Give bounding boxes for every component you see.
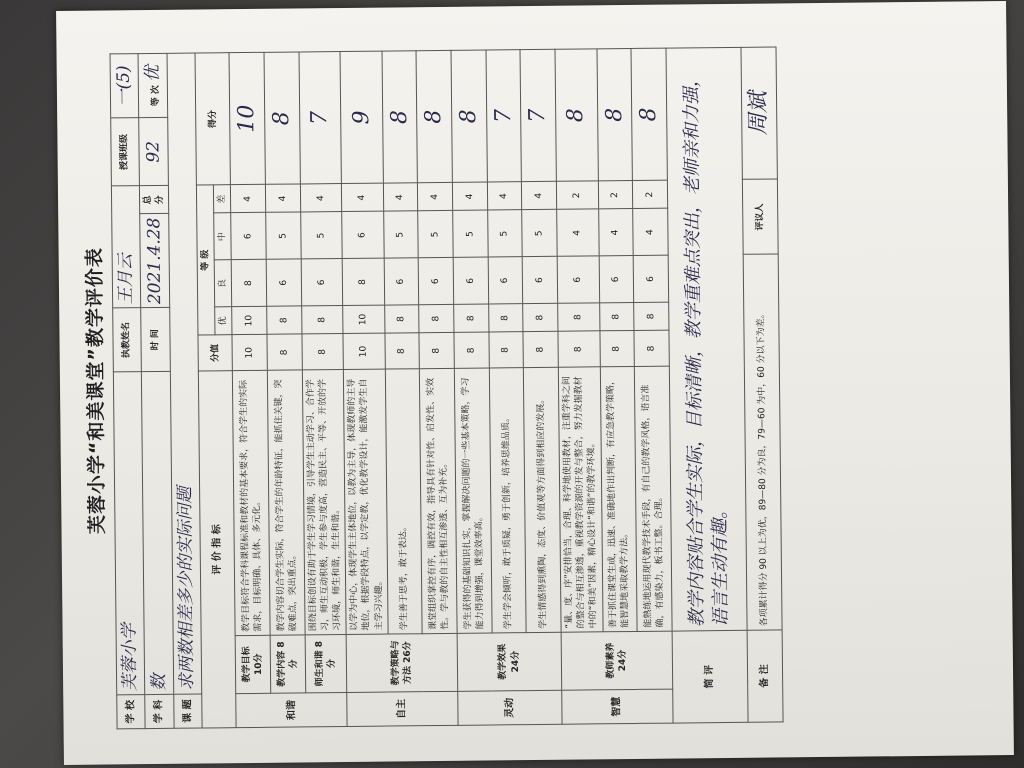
row-points: 8	[634, 330, 669, 366]
row-points: 8	[267, 334, 302, 370]
row-poor: 4	[266, 184, 301, 212]
row-good: 6	[301, 259, 343, 306]
row-poor: 4	[300, 184, 342, 212]
topic-value: 求两数相差多少的实际问题	[167, 53, 202, 694]
row-category: 教学目标 10分	[236, 635, 271, 693]
row-excellent: 8	[419, 304, 454, 332]
row-excellent: 8	[488, 304, 523, 332]
row-poor: 2	[556, 181, 598, 209]
row-criteria: 学生获得的基础知识扎实，掌握解决问题的一些基本策略，学习能力得到增强，课堂效率高。	[454, 368, 491, 633]
row-medium: 5	[522, 210, 557, 257]
class-value: 一(5)	[110, 54, 139, 119]
level-good: 良	[214, 260, 232, 307]
row-criteria: 教学目标符合学科课程标准和教材的基本要求，符合学生的实际需求，目标明确、具体、多元化。	[233, 371, 270, 636]
row-category: 教学内容 8分	[270, 635, 305, 693]
row-score: 9	[340, 51, 383, 184]
class-label: 授课班级	[111, 118, 140, 186]
school-value: 芙蓉小学	[113, 372, 144, 695]
row-excellent: 8	[301, 306, 343, 334]
evaluation-form-paper	[56, 1, 1014, 765]
row-poor: 4	[522, 182, 557, 210]
row-score: 7	[486, 50, 522, 183]
row-excellent: 8	[267, 306, 302, 334]
note-label: 备 注	[747, 630, 783, 723]
row-medium: 4	[598, 209, 633, 256]
row-criteria: 课堂组织掌控有序，调控有效，指导具有针对性、启发性、实效性。学与教的自主性相互渗透、互为补充。	[420, 369, 457, 634]
row-good: 6	[557, 256, 599, 303]
row-medium: 5	[418, 211, 453, 258]
row-points: 10	[343, 333, 385, 369]
row-medium: 4	[633, 209, 668, 256]
row-good: 6	[384, 258, 419, 305]
note-text: 各项累计得分 90 以上为优，89—80 分为良，79—60 为中，60 分以下为差。	[743, 254, 782, 630]
topic-label: 课 题	[174, 694, 202, 728]
row-category: 教学策略与方法 26分	[346, 633, 457, 692]
points-header: 分值	[198, 335, 233, 371]
row-category: 教师素养 24分	[561, 631, 672, 690]
row-medium: 4	[557, 209, 599, 256]
grade-label: 等 次	[150, 85, 161, 107]
level-excellent: 优	[215, 307, 232, 335]
row-criteria: 能熟练地运用现代教学技术手段，有自己的教学风格，语言准确，有感染力，板书工整。合理。	[635, 366, 672, 631]
grade-cell	[138, 53, 168, 118]
row-poor: 2	[633, 180, 668, 208]
row-poor: 4	[487, 182, 522, 210]
subject-value: 数	[141, 372, 174, 695]
row-points: 10	[232, 334, 267, 370]
row-excellent: 8	[558, 303, 600, 331]
row-excellent: 8	[634, 302, 669, 330]
row-points: 8	[599, 331, 634, 367]
row-good: 6	[488, 257, 523, 304]
comment-row	[666, 47, 748, 723]
row-score: 7	[299, 52, 342, 185]
row-medium: 5	[301, 212, 343, 259]
row-good: 6	[523, 257, 558, 304]
row-poor: 2	[598, 181, 633, 209]
row-medium: 5	[266, 212, 301, 259]
row-medium: 6	[231, 213, 266, 260]
score-header: 得分	[195, 53, 231, 186]
row-poor: 4	[231, 185, 266, 213]
criteria-header: 评 价 指 标	[199, 371, 237, 728]
row-criteria: 学生情感得到熏陶，态度、价值观等方面得到相应的发展。	[524, 368, 561, 633]
row-good: 8	[232, 260, 267, 307]
row-good: 8	[342, 258, 384, 305]
time-value: 2021.4.28	[140, 214, 170, 308]
row-score: 7	[520, 49, 556, 182]
table-row	[555, 49, 603, 724]
row-poor: 4	[452, 182, 487, 210]
row-criteria: 围绕目标创设有助于学生学习情境，引导学生主动学习、合作学习，师生互动积极，学生参与度高，营造民主、平等、开放的学习环境，师生和谐，生生和谐。	[302, 370, 346, 635]
row-points: 8	[489, 332, 524, 368]
row-good: 6	[599, 256, 634, 303]
row-excellent: 8	[384, 305, 419, 333]
row-points: 8	[454, 332, 489, 368]
row-medium: 5	[453, 210, 488, 257]
evaluation-table	[110, 46, 784, 729]
row-medium: 5	[487, 210, 522, 257]
note-row	[741, 47, 783, 722]
row-score: 10	[229, 52, 265, 185]
level-medium: 中	[214, 213, 232, 260]
row-excellent: 10	[343, 305, 385, 333]
row-criteria: 学生学会倾听，敢于质疑，勇于创新，培养思维品质。	[489, 368, 526, 633]
row-score: 8	[597, 48, 633, 181]
row-excellent: 8	[454, 304, 489, 332]
row-good: 6	[633, 255, 668, 302]
row-good: 6	[266, 259, 301, 306]
row-score: 8	[382, 51, 418, 184]
table-row	[299, 52, 347, 727]
teacher-label: 执教姓名	[113, 308, 142, 372]
row-good: 6	[419, 258, 454, 305]
table-row	[340, 51, 388, 726]
subject-label: 学 科	[145, 694, 175, 728]
level-header: 等 级	[197, 185, 216, 335]
row-excellent: 8	[523, 303, 558, 331]
row-points: 8	[385, 333, 420, 369]
row-medium: 5	[383, 211, 418, 258]
row-criteria: 以学为中心，体现学生主体地位，以教为主导，体现教师的主导地位，根据学段特点，以学定教，优化教学设计，能激发学生自主学习兴趣。	[344, 369, 388, 634]
row-points: 8	[558, 331, 600, 367]
row-criteria: “量、度、序”安排恰当，合理、科学地使用教材，注重学科之间的整合与相互渗透，重视教学资源的开发与整合，努力发掘教材中的“和美”因素，精心设计“和谐”的教学环境。	[558, 367, 602, 632]
row-medium: 6	[342, 211, 384, 258]
reviewer-signature: 周斌	[741, 47, 777, 180]
row-category: 教学效果 24分	[457, 632, 562, 691]
row-score: 8	[451, 50, 487, 183]
teacher-value: 王月云	[111, 186, 140, 308]
row-poor: 4	[342, 183, 384, 211]
row-score: 8	[416, 50, 452, 183]
row-score: 8	[555, 49, 598, 182]
row-points: 8	[302, 334, 344, 370]
comment-label: 简 评	[672, 630, 748, 723]
total-label: 总 分	[139, 186, 169, 214]
group-label: 和谐	[236, 692, 347, 727]
row-score: 8	[631, 48, 667, 181]
row-criteria: 学生善于思考，敢于表达。	[385, 369, 422, 634]
school-label: 学 校	[117, 695, 145, 729]
row-points: 8	[419, 333, 454, 369]
row-category: 师生和谐 8分	[305, 634, 347, 693]
comment-text: 教学内容贴合学生实际，目标清晰，教学重难点突出，老师亲和力强，语言生动有趣。	[666, 47, 747, 631]
row-criteria: 教学内容切合学生实际，符合学生的年龄特征，能抓住关键，突破难点，突出重点。	[267, 370, 304, 635]
group-label: 灵动	[458, 690, 562, 725]
level-poor: 差	[214, 185, 231, 213]
row-poor: 4	[418, 183, 453, 211]
row-poor: 4	[383, 183, 418, 211]
total-value: 92	[139, 118, 169, 186]
row-excellent: 10	[232, 306, 267, 334]
row-excellent: 8	[599, 303, 634, 331]
group-label: 智慧	[562, 689, 673, 724]
row-score: 8	[264, 52, 300, 185]
rotated-form	[61, 37, 948, 736]
row-good: 6	[453, 257, 488, 304]
grade-value: 优	[142, 64, 163, 83]
row-points: 8	[523, 331, 558, 367]
form-title: 芙蓉小学“和美课堂”教学评价表	[83, 247, 109, 535]
time-label: 时 间	[141, 307, 171, 371]
row-criteria: 善于抓住课堂生成，迅速、准确地作出判断，有应急教学策略，能智慧地采取教学方法。	[600, 367, 637, 632]
group-label: 自主	[347, 691, 458, 726]
reviewer-label: 评议人	[742, 179, 777, 254]
